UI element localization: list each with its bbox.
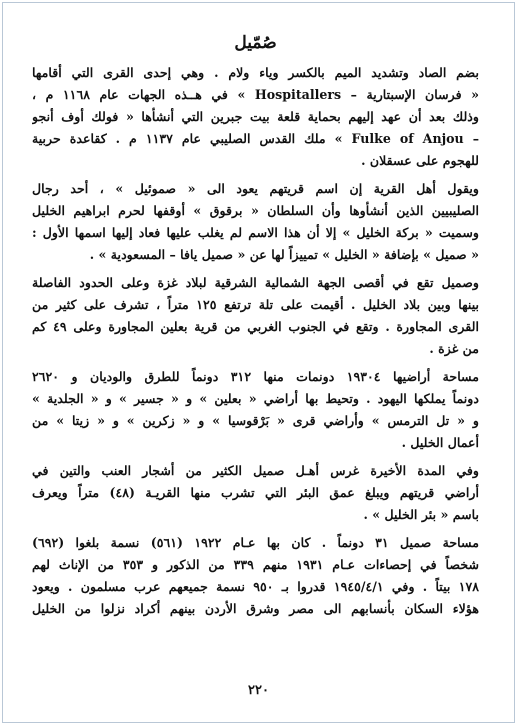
- text-line: – Fulke of Anjou » ملك القدس الصليبي عام ١١٣٧ م . كقاعدة حربية: [32, 131, 479, 146]
- text-line: « فرسان الإسبتارية – Hospitallers » في هــذه الجهات عام ١١٦٨ م ،: [32, 87, 479, 102]
- paragraph-population: [32, 532, 479, 620]
- text-line: الصليبيين الذين أنشأوها وأن السلطان « برقوق » أوقفها لحرم ابراهيم الخليل: [32, 203, 479, 218]
- text-line: باسم « بئر الخليل » .: [363, 507, 479, 522]
- text-line: بضم الصاد وتشديد الميم بالكسر وياء ولام . وهي إحدى القرى التي أقامها: [32, 65, 479, 80]
- text-line: وصميل تقع في أقصى الجهة الشمالية الشرقية لبلاد غزة وعلى الحدود الفاصلة: [32, 275, 479, 290]
- text-line: بينها وبين بلاد الخليل . أقيمت على تلة ترتفع ١٢٥ متراً ، تشرف على كثير من: [32, 297, 479, 312]
- text-line: « صميل » بإضافة « الخليل » تمييزاً لها عن « صميل يافا – المسعودية » .: [89, 247, 479, 262]
- paragraph-name: [32, 178, 479, 266]
- text-line: القرى المجاورة . وتقع في الجنوب الغربي من قرية بعلين المجاورة وعلى ٤٩ كم: [32, 319, 479, 334]
- text-line: و « تل الترمس » وأراضي قرى « بَرْقوسيا » و « زكرين » و « زيتا » من: [32, 413, 479, 428]
- entry-title: صُمّيل: [234, 33, 277, 53]
- document-page: [32, 30, 479, 626]
- text-line: من غزة .: [429, 341, 479, 356]
- text-line: مساحة صميل ٣١ دونماً . كان بها عـام ١٩٢٢ (٥٦١) نسمة بلغوا (٦٩٢): [32, 535, 479, 550]
- page-number: ٢٢٠: [248, 683, 269, 698]
- text-line: وسميت « بركة الخليل » إلا أن هذا الاسم لم يغلب عليها فعاد إليها اسمها الأول :: [32, 225, 479, 240]
- paragraph-agriculture: [32, 460, 479, 526]
- text-line: شخصاً في إحصاءات عـام ١٩٣١ منهم ٣٣٩ من الذكور و ٣٥٣ من الإناث لهم: [32, 557, 479, 572]
- text-line: ويقول أهل القرية إن اسم قريتهم يعود الى « صموئيل » ، أحد رجال: [32, 181, 479, 196]
- text-line: دونماً يملكها اليهود . وتحيط بها أراضي « بعلين » و « جسير » و « الجلدية »: [32, 391, 479, 406]
- paragraph-lands: [32, 366, 479, 454]
- text-line: وذلك بعد أن عهد إليهم بحماية قلعة بيت جبرين التي أنشأها « فولك أوف أنجو: [32, 109, 479, 124]
- paragraph-origin: [32, 62, 479, 172]
- text-line: أعمال الخليل .: [401, 435, 479, 450]
- text-line: أراضي قريتهم ويبلغ عمق البئر التي تشرب منها القريـة (٤٨) متراً ويعرف: [32, 485, 479, 500]
- text-line: مساحة أراضيها ١٩٣٠٤ دونمات منها ٣١٢ دونماً للطرق والوديان و ٢٦٢٠: [32, 369, 479, 384]
- paragraph-location: [32, 272, 479, 360]
- text-line: ١٧٨ بيتاً . وفي ١٩٤٥/٤/١ قدروا بـ ٩٥٠ نسمة جميعهم عرب مسلمون . ويعود: [32, 579, 479, 594]
- text-line: للهجوم على عسقلان .: [361, 153, 479, 168]
- text-line: وفي المدة الأخيرة غرس أهـل صميل الكثير من أشجار العنب والتين في: [32, 463, 479, 478]
- text-line: هؤلاء السكان بأنسابهم الى مصر وشرق الأردن بينهم أكراد نزلوا من الخليل: [32, 601, 479, 616]
